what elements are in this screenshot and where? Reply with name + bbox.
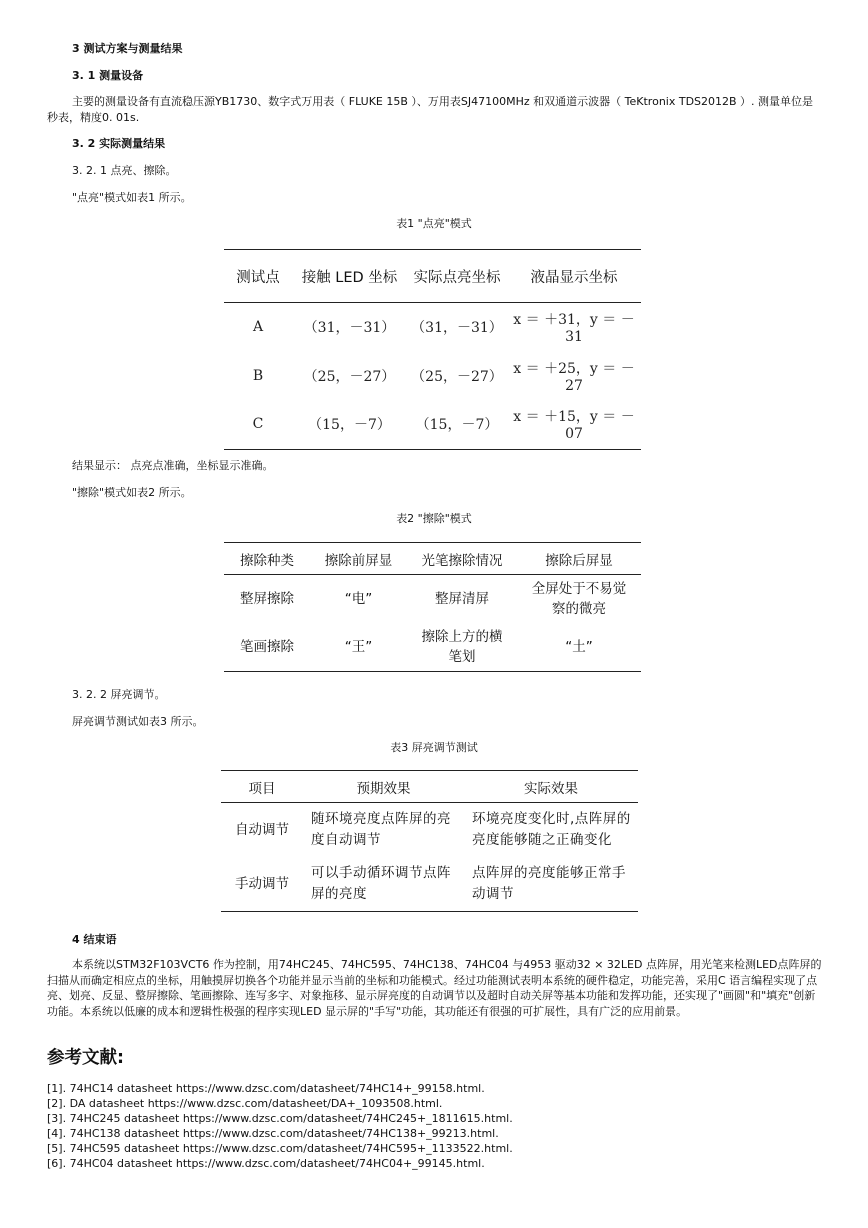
- reference-item: [1]. 74HC14 datasheet https://www.dzsc.com/datasheet/74HC14+_99158.html.: [47, 1082, 485, 1095]
- table2-intro: "擦除"模式如表2 所示。: [72, 486, 192, 499]
- table-row: [224, 400, 641, 449]
- reference-item: [3]. 74HC245 datasheet https://www.dzsc.com/datasheet/74HC245+_1811615.html.: [47, 1112, 513, 1125]
- section-3-1-title: 3. 1 测量设备: [72, 69, 144, 82]
- table-row: [224, 303, 641, 352]
- table1-header-cell: 实际点亮坐标: [407, 250, 507, 303]
- table2-header-cell: 擦除前屏显: [310, 543, 407, 575]
- section-3-2-2-title: 3. 2. 2 屏亮调节。: [72, 688, 166, 701]
- table2-header-cell: 擦除后屏显: [517, 543, 641, 575]
- table3-header-cell: 预期效果: [303, 771, 464, 803]
- table-cell: 笔画擦除: [240, 639, 294, 655]
- table1-intro: "点亮"模式如表1 所示。: [72, 191, 192, 204]
- table-row: [224, 575, 641, 624]
- table-row: [224, 623, 641, 672]
- table-row: [221, 803, 638, 858]
- table-cell: 自动调节: [235, 821, 289, 838]
- table-cell: 整屏擦除: [240, 591, 294, 607]
- table1-header-row: [224, 250, 641, 303]
- table-cell: 点阵屏的亮度能够正常手动调节: [472, 865, 626, 902]
- table3-header-row: [221, 771, 638, 803]
- reference-item: [5]. 74HC595 datasheet https://www.dzsc.com/datasheet/74HC595+_1133522.html.: [47, 1142, 513, 1155]
- table-cell: “王”: [344, 639, 373, 655]
- table-cell: B: [252, 367, 264, 384]
- section-3-2-title: 3. 2 实际测量结果: [72, 137, 166, 150]
- references-title: 参考文献:: [47, 1048, 124, 1068]
- table3-caption: 表3 屏亮调节测试: [390, 741, 478, 754]
- reference-item: [4]. 74HC138 datasheet https://www.dzsc.com/datasheet/74HC138+_99213.html.: [47, 1127, 499, 1140]
- table-cell: （31，－31）: [303, 320, 396, 337]
- table-cell: A: [252, 319, 264, 336]
- table-cell: 擦除上方的横笔划: [421, 629, 503, 665]
- table-cell: （25，－27）: [303, 368, 396, 385]
- table-cell: 手动调节: [235, 875, 289, 892]
- section-3-title: 3 测试方案与测量结果: [72, 42, 183, 55]
- table-cell: 环境亮度变化时,点阵屏的亮度能够随之正确变化: [472, 811, 631, 848]
- table3-header-cell: 项目: [221, 771, 303, 803]
- table-row: [224, 352, 641, 401]
- section-4-title: 4 结束语: [72, 933, 117, 946]
- table2-caption: 表2 "擦除"模式: [396, 512, 472, 525]
- table-cell: x ＝ ＋31，y ＝ －31: [513, 312, 635, 346]
- table2: [224, 542, 641, 672]
- table-cell: （31，－31）: [411, 320, 503, 337]
- table-cell: 全屏处于不易觉察的微亮: [531, 581, 627, 617]
- table-cell: 整屏清屏: [435, 591, 489, 607]
- table1-header-cell: 测试点: [224, 250, 292, 303]
- table1-header-cell: 液晶显示坐标: [507, 250, 641, 303]
- table2-header-cell: 擦除种类: [224, 543, 310, 575]
- table-cell: （15，－7）: [308, 417, 391, 434]
- table-cell: x ＝ ＋25，y ＝ －27: [513, 360, 635, 394]
- table3-intro: 屏亮调节测试如表3 所示。: [72, 715, 204, 728]
- table-cell: x ＝ ＋15，y ＝ －07: [513, 409, 635, 443]
- table1-result-text: 结果显示： 点亮点准确，坐标显示准确。: [72, 459, 274, 472]
- section-3-1-paragraph: 主要的测量设备有直流稳压源YB1730、数字式万用表（ FLUKE 15B ）、万用表SJ47100MHz 和双通道示波器（ TeKtronix TDS2012B ）. 测量单位是秒表，精度0. 01s.: [47, 95, 814, 124]
- reference-item: [2]. DA datasheet https://www.dzsc.com/datasheet/DA+_1093508.html.: [47, 1097, 443, 1110]
- section-4-paragraph: 本系统以STM32F103VCT6 作为控制，用74HC245、74HC595、74HC138、74HC04 与4953 驱动32 × 32LED 点阵屏，用光笔来检测LED点阵屏的扫描从而确定相应点的坐标，用触摸屏切换各个功能并显示当前的坐标和功能模式。经过功能测试表明本系统的硬件稳定，功能完善，采用C 语言编程实现了点亮、划亮、反显、整屏擦除、笔画擦除、连写多字、对象拖移、显示屏亮度的自动调节以及超时自动关屏等基本功能和发挥功能，还实现了"画圆"和"填充"创新功能。本系统以低廉的成本和逻辑性极强的程序实现LED 显示屏的"手写"功能，其功能还有很强的可扩展性，具有广泛的应用前景。: [47, 958, 822, 1018]
- table3: [221, 770, 638, 912]
- table1-header-cell: 接触 LED 坐标: [292, 250, 407, 303]
- table-row: [221, 857, 638, 912]
- table-cell: 随环境亮度点阵屏的亮度自动调节: [311, 811, 451, 848]
- section-3-2-1-title: 3. 2. 1 点亮、擦除。: [72, 164, 177, 177]
- table-cell: “土”: [565, 639, 593, 655]
- table-cell: “电”: [344, 591, 373, 607]
- table2-header-row: [224, 543, 641, 575]
- table1-caption: 表1 "点亮"模式: [396, 217, 472, 230]
- table3-header-cell: 实际效果: [464, 771, 638, 803]
- table-cell: C: [252, 416, 264, 433]
- table-cell: （15，－7）: [415, 417, 499, 434]
- table1: [224, 249, 641, 450]
- reference-item: [6]. 74HC04 datasheet https://www.dzsc.com/datasheet/74HC04+_99145.html.: [47, 1157, 485, 1170]
- table-cell: 可以手动循环调节点阵屏的亮度: [311, 865, 451, 902]
- table-cell: （25，－27）: [411, 368, 503, 385]
- table2-header-cell: 光笔擦除情况: [407, 543, 517, 575]
